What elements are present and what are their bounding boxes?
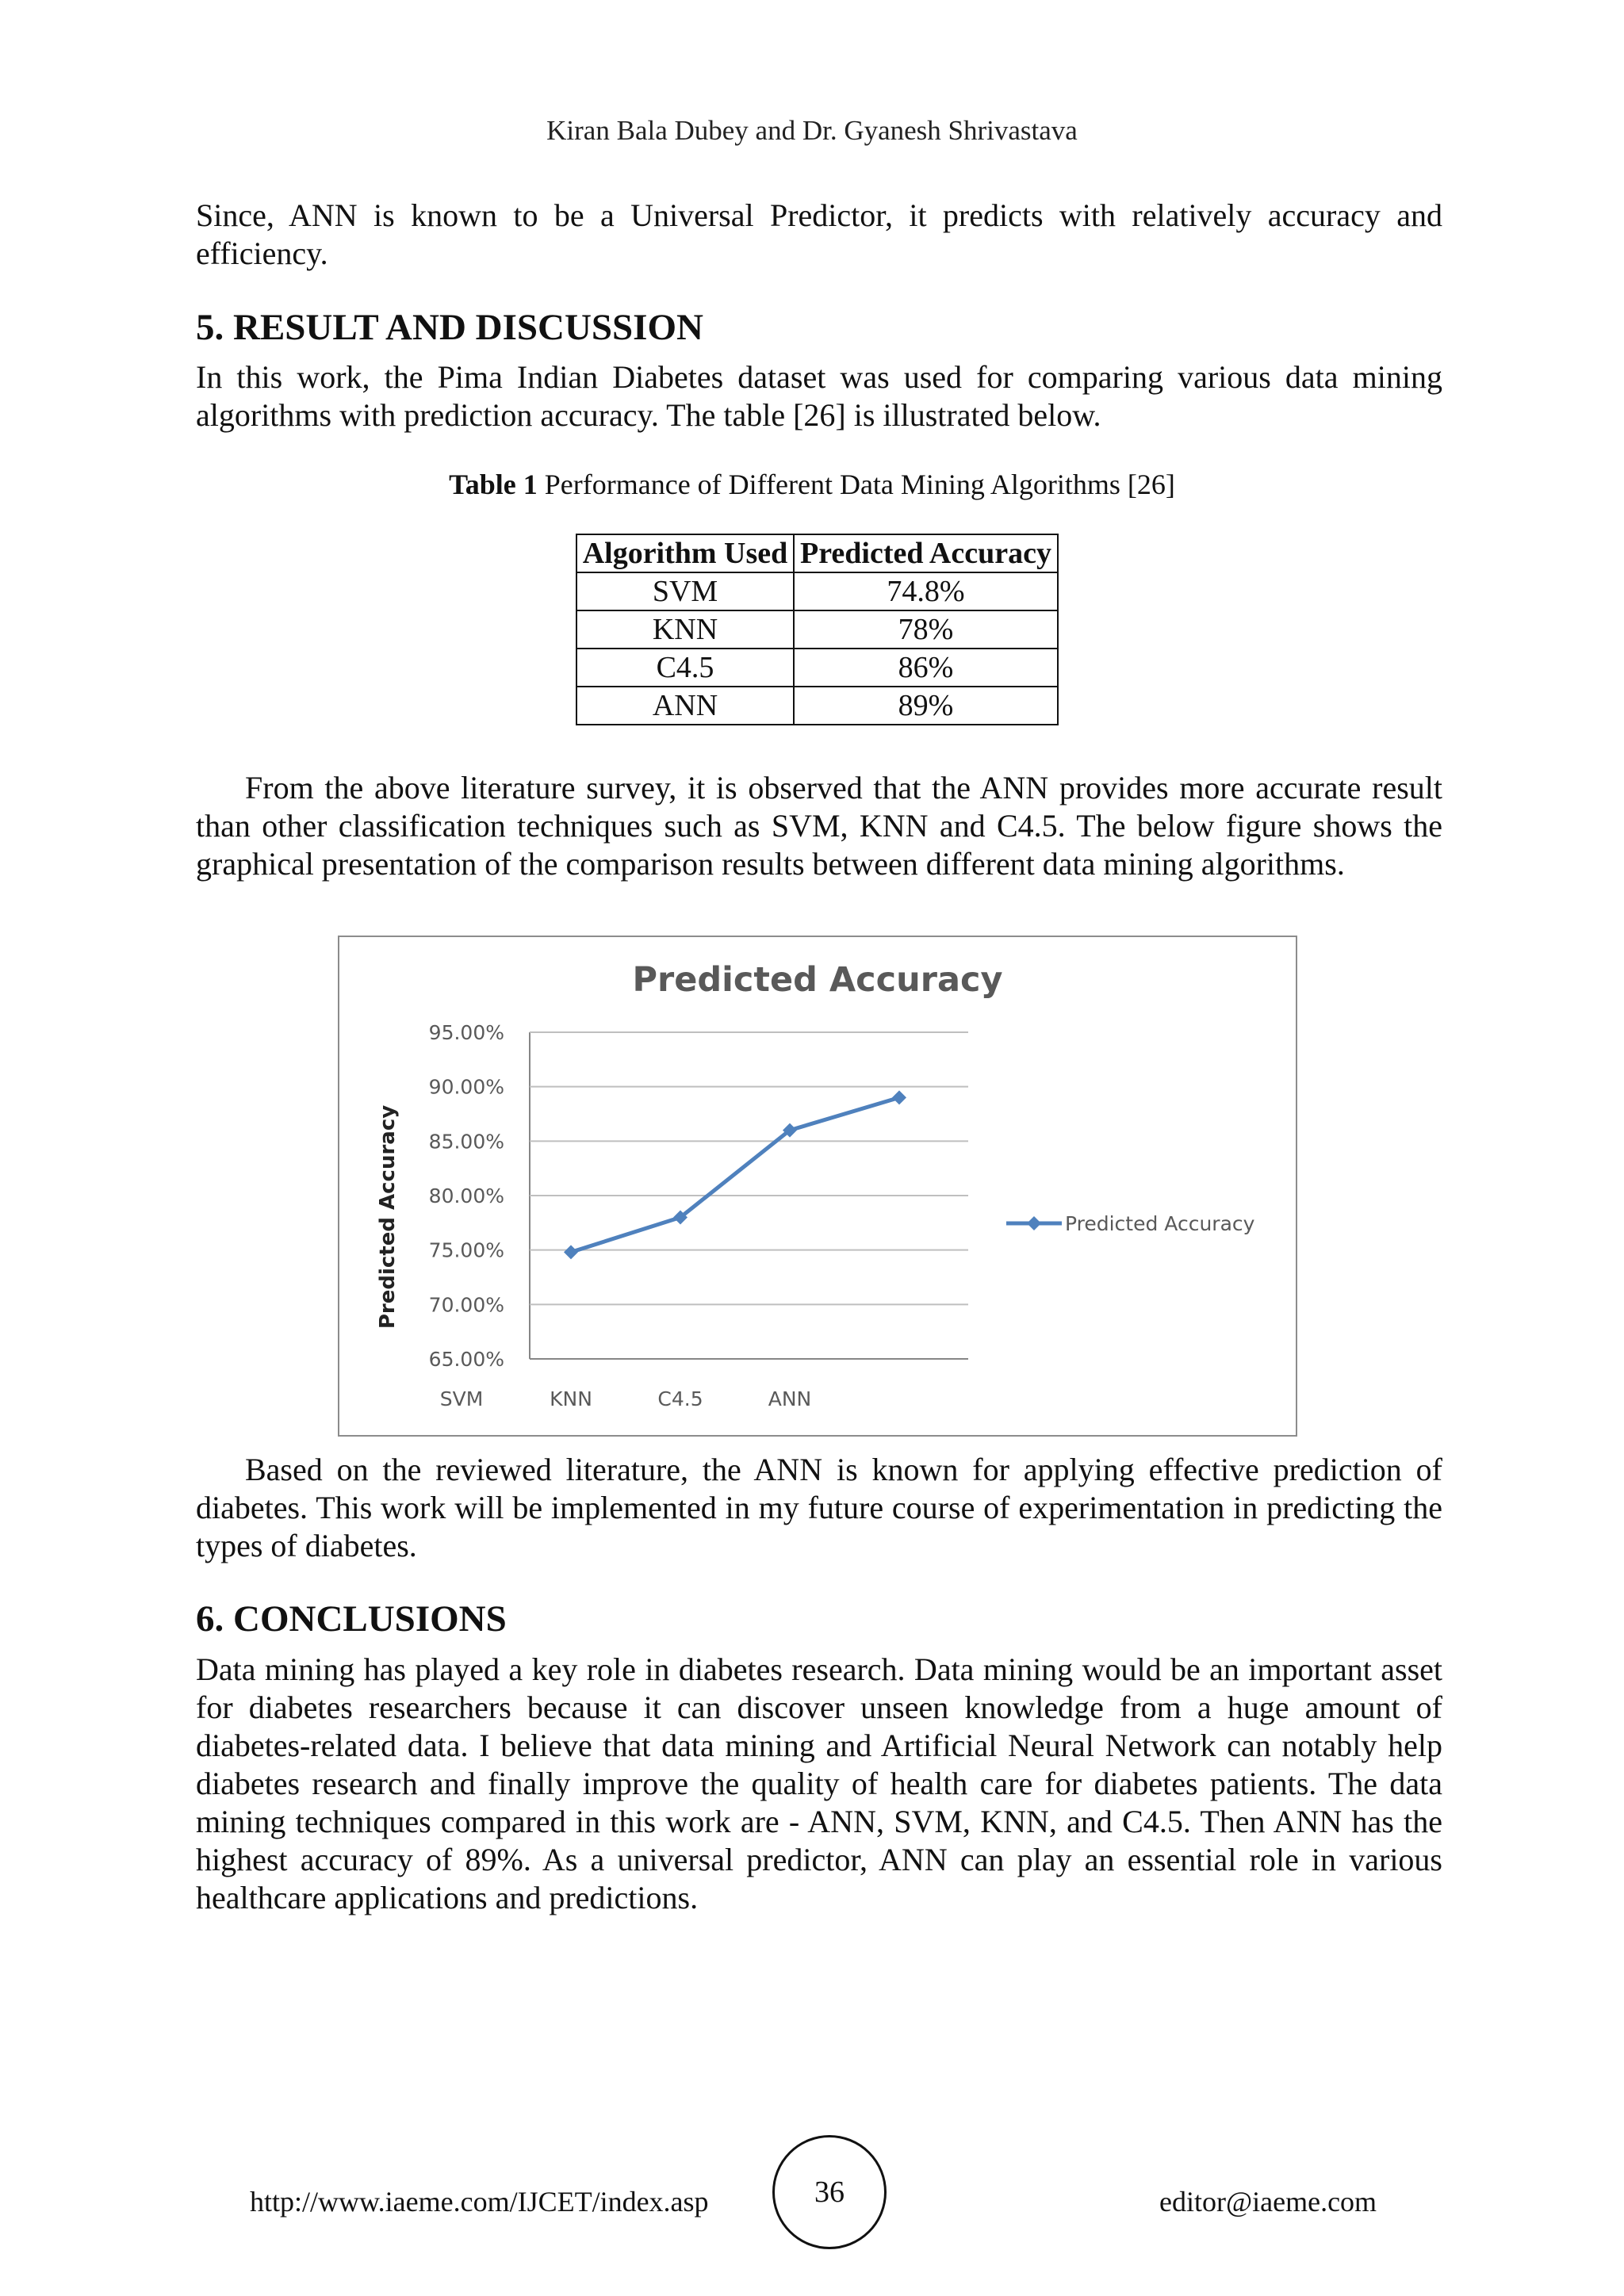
table-cell-accuracy: 78% xyxy=(794,610,1058,649)
table-header-algorithm: Algorithm Used xyxy=(576,534,794,572)
table-cell-algorithm: KNN xyxy=(576,610,794,649)
chart-y-tick-label: 80.00% xyxy=(428,1184,504,1207)
section-5-paragraph-3: Based on the reviewed literature, the ANN is known for applying effective prediction of diabetes. This work will be implemented in my future course of experimentation in predicting the types of diabetes. xyxy=(196,1452,1442,1563)
section-5-paragraph-1: In this work, the Pima Indian Diabetes dataset was used for comparing various data mining algorithms with prediction accuracy. The table [26] is illustrated below. xyxy=(196,359,1442,433)
chart-y-tick-label: 85.00% xyxy=(428,1130,504,1154)
chart-y-tick-label: 95.00% xyxy=(428,1021,504,1044)
table-cell-accuracy: 89% xyxy=(794,687,1058,725)
chart-title: Predicted Accuracy xyxy=(632,960,1003,1000)
chart-y-tick-label: 90.00% xyxy=(428,1075,504,1099)
section-6-paragraph: Data mining has played a key role in diabetes research. Data mining would be an important asset for diabetes researchers because it can discover unseen knowledge from a huge amount of diabetes-related data. I believe that data mining and Artificial Neural Network can notably help diabetes research and finally improve the quality of health care for diabetes patients. The data mining techniques compared in this work are - ANN, SVM, KNN, and C4.5. Then ANN has the highest accuracy of 89%. As a universal predictor, ANN can play an essential role in various healthcare applications and predictions. xyxy=(196,1651,1442,1915)
intro-paragraph: Since, ANN is known to be a Universal Predictor, it predicts with relatively accuracy and efficiency. xyxy=(196,197,1442,271)
accuracy-table xyxy=(576,534,1059,725)
table-cell-accuracy: 86% xyxy=(794,649,1058,687)
table-cell-algorithm: SVM xyxy=(576,572,794,610)
table-cell-algorithm: ANN xyxy=(576,687,794,725)
chart-x-tick-label: ANN xyxy=(768,1387,812,1410)
table-row xyxy=(576,687,1058,725)
footer-email[interactable]: editor@iaeme.com xyxy=(1159,2186,1377,2218)
table-header-row xyxy=(576,534,1058,572)
chart-legend-label: Predicted Accuracy xyxy=(1065,1212,1255,1235)
table-header-accuracy: Predicted Accuracy xyxy=(794,534,1058,572)
table-cell-accuracy: 74.8% xyxy=(794,572,1058,610)
chart-x-tick-label: C4.5 xyxy=(657,1387,703,1410)
table-caption-text: Performance of Different Data Mining Algorithms [26] xyxy=(537,469,1175,500)
table-cell-algorithm: C4.5 xyxy=(576,649,794,687)
table-row xyxy=(576,610,1058,649)
page-number: 36 xyxy=(772,2135,887,2249)
predicted-accuracy-chart xyxy=(338,936,1297,1437)
footer-url[interactable]: http://www.iaeme.com/IJCET/index.asp xyxy=(250,2186,709,2218)
chart-y-tick-label: 70.00% xyxy=(428,1293,504,1317)
table-row xyxy=(576,572,1058,610)
chart-y-tick-label: 65.00% xyxy=(428,1348,504,1371)
section-6-heading: 6. CONCLUSIONS xyxy=(196,1598,507,1640)
chart-x-tick-label: KNN xyxy=(550,1387,592,1410)
chart-y-tick-label: 75.00% xyxy=(428,1238,504,1262)
table-caption-label: Table 1 xyxy=(449,469,538,500)
table-caption xyxy=(0,467,1624,502)
chart-x-tick-label: SVM xyxy=(439,1387,484,1410)
section-5-heading: 5. RESULT AND DISCUSSION xyxy=(196,307,703,348)
table-row xyxy=(576,649,1058,687)
chart-y-axis-label: Predicted Accuracy xyxy=(376,1104,400,1330)
running-header: Kiran Bala Dubey and Dr. Gyanesh Shrivastava xyxy=(546,115,1078,146)
section-5-paragraph-2: From the above literature survey, it is observed that the ANN provides more accurate result than other classification techniques such as SVM, KNN and C4.5. The below figure shows the graphical presentation of the comparison results between different data mining algorithms. xyxy=(196,770,1442,882)
